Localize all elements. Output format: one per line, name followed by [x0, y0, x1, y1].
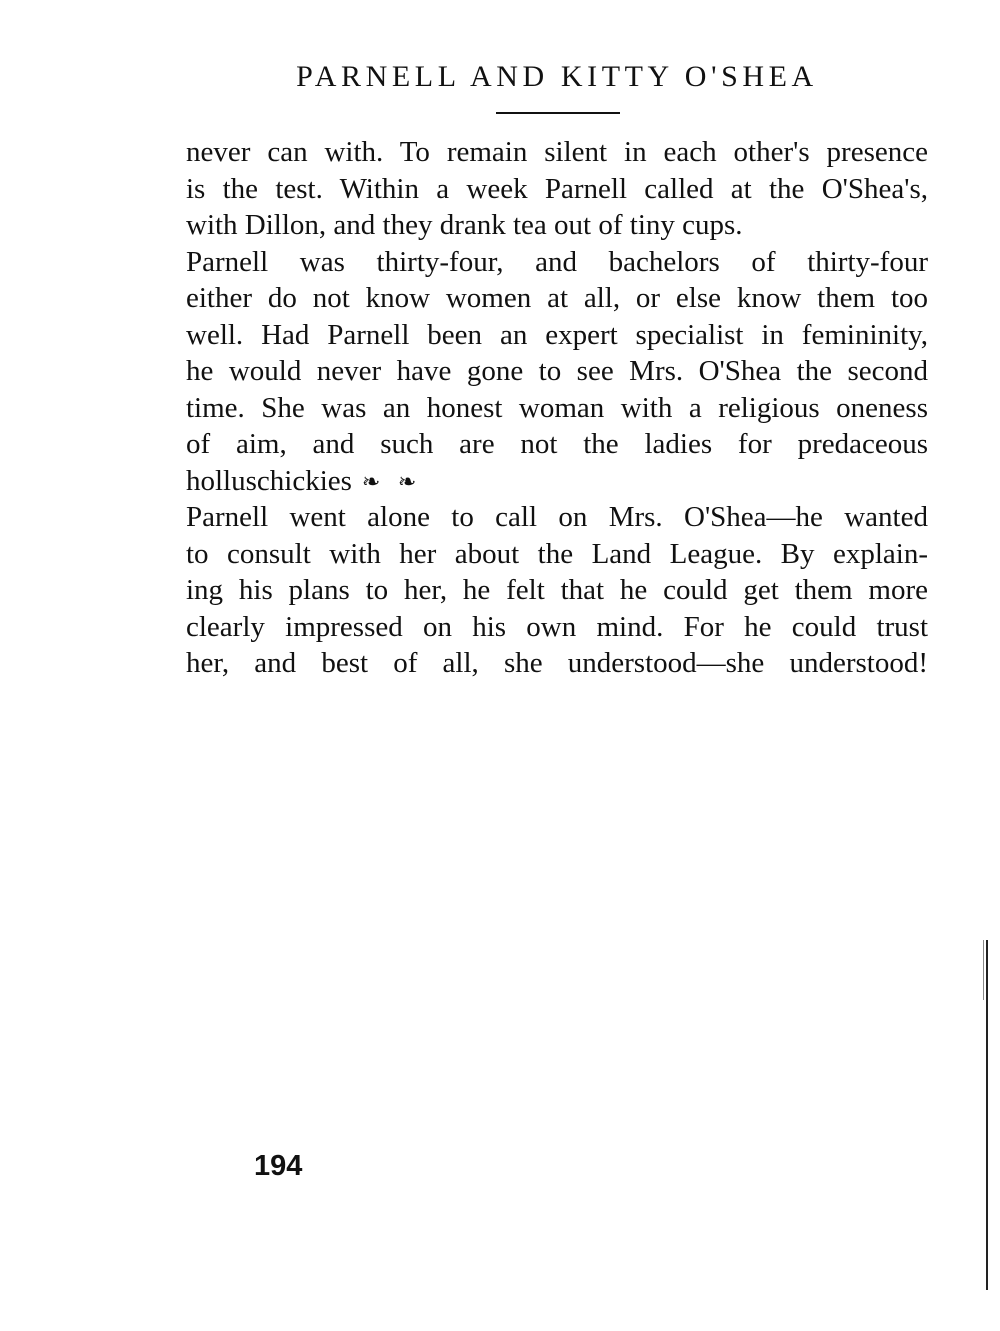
text-line: he would never have gone to see Mrs. O'Shea the second	[186, 355, 928, 387]
running-head: PARNELL AND KITTY O'SHEA	[296, 60, 818, 93]
text-line: ing his plans to her, he felt that he could get them more	[186, 574, 928, 606]
header-rule	[496, 112, 620, 114]
text-line-segment: holluschickies	[186, 464, 352, 497]
text-line: of aim, and such are not the ladies for predaceous	[186, 428, 928, 460]
text-line: well. Had Parnell been an expert specialist in femininity,	[186, 318, 928, 351]
text-line: time. She was an honest woman with a religious oneness	[186, 391, 928, 424]
body-text	[186, 134, 928, 682]
fleuron-ornament-icon: ❧ ❧	[361, 468, 423, 494]
text-line: Parnell went alone to call on Mrs. O'Shea—he wanted	[186, 501, 928, 533]
text-line: with Dillon, and they drank tea out of tiny cups.	[186, 209, 743, 241]
text-line: clearly impressed on his own mind. For he could trust	[186, 610, 928, 643]
text-line: never can with. To remain silent in each other's presence	[186, 136, 928, 168]
text-line: either do not know women at all, or else know them too	[186, 282, 928, 314]
text-line: is the test. Within a week Parnell called at the O'Shea's,	[186, 172, 928, 205]
page-number: 194	[254, 1150, 303, 1182]
scan-edge-line	[986, 940, 988, 1290]
text-line: to consult with her about the Land League. By explain-	[186, 537, 928, 570]
text-line: her, and best of all, she understood—she understood!	[186, 647, 928, 679]
scan-edge-line	[983, 940, 984, 1000]
text-line-with-ornament	[186, 463, 928, 500]
text-line: Parnell was thirty-four, and bachelors of thirty-four	[186, 245, 928, 278]
